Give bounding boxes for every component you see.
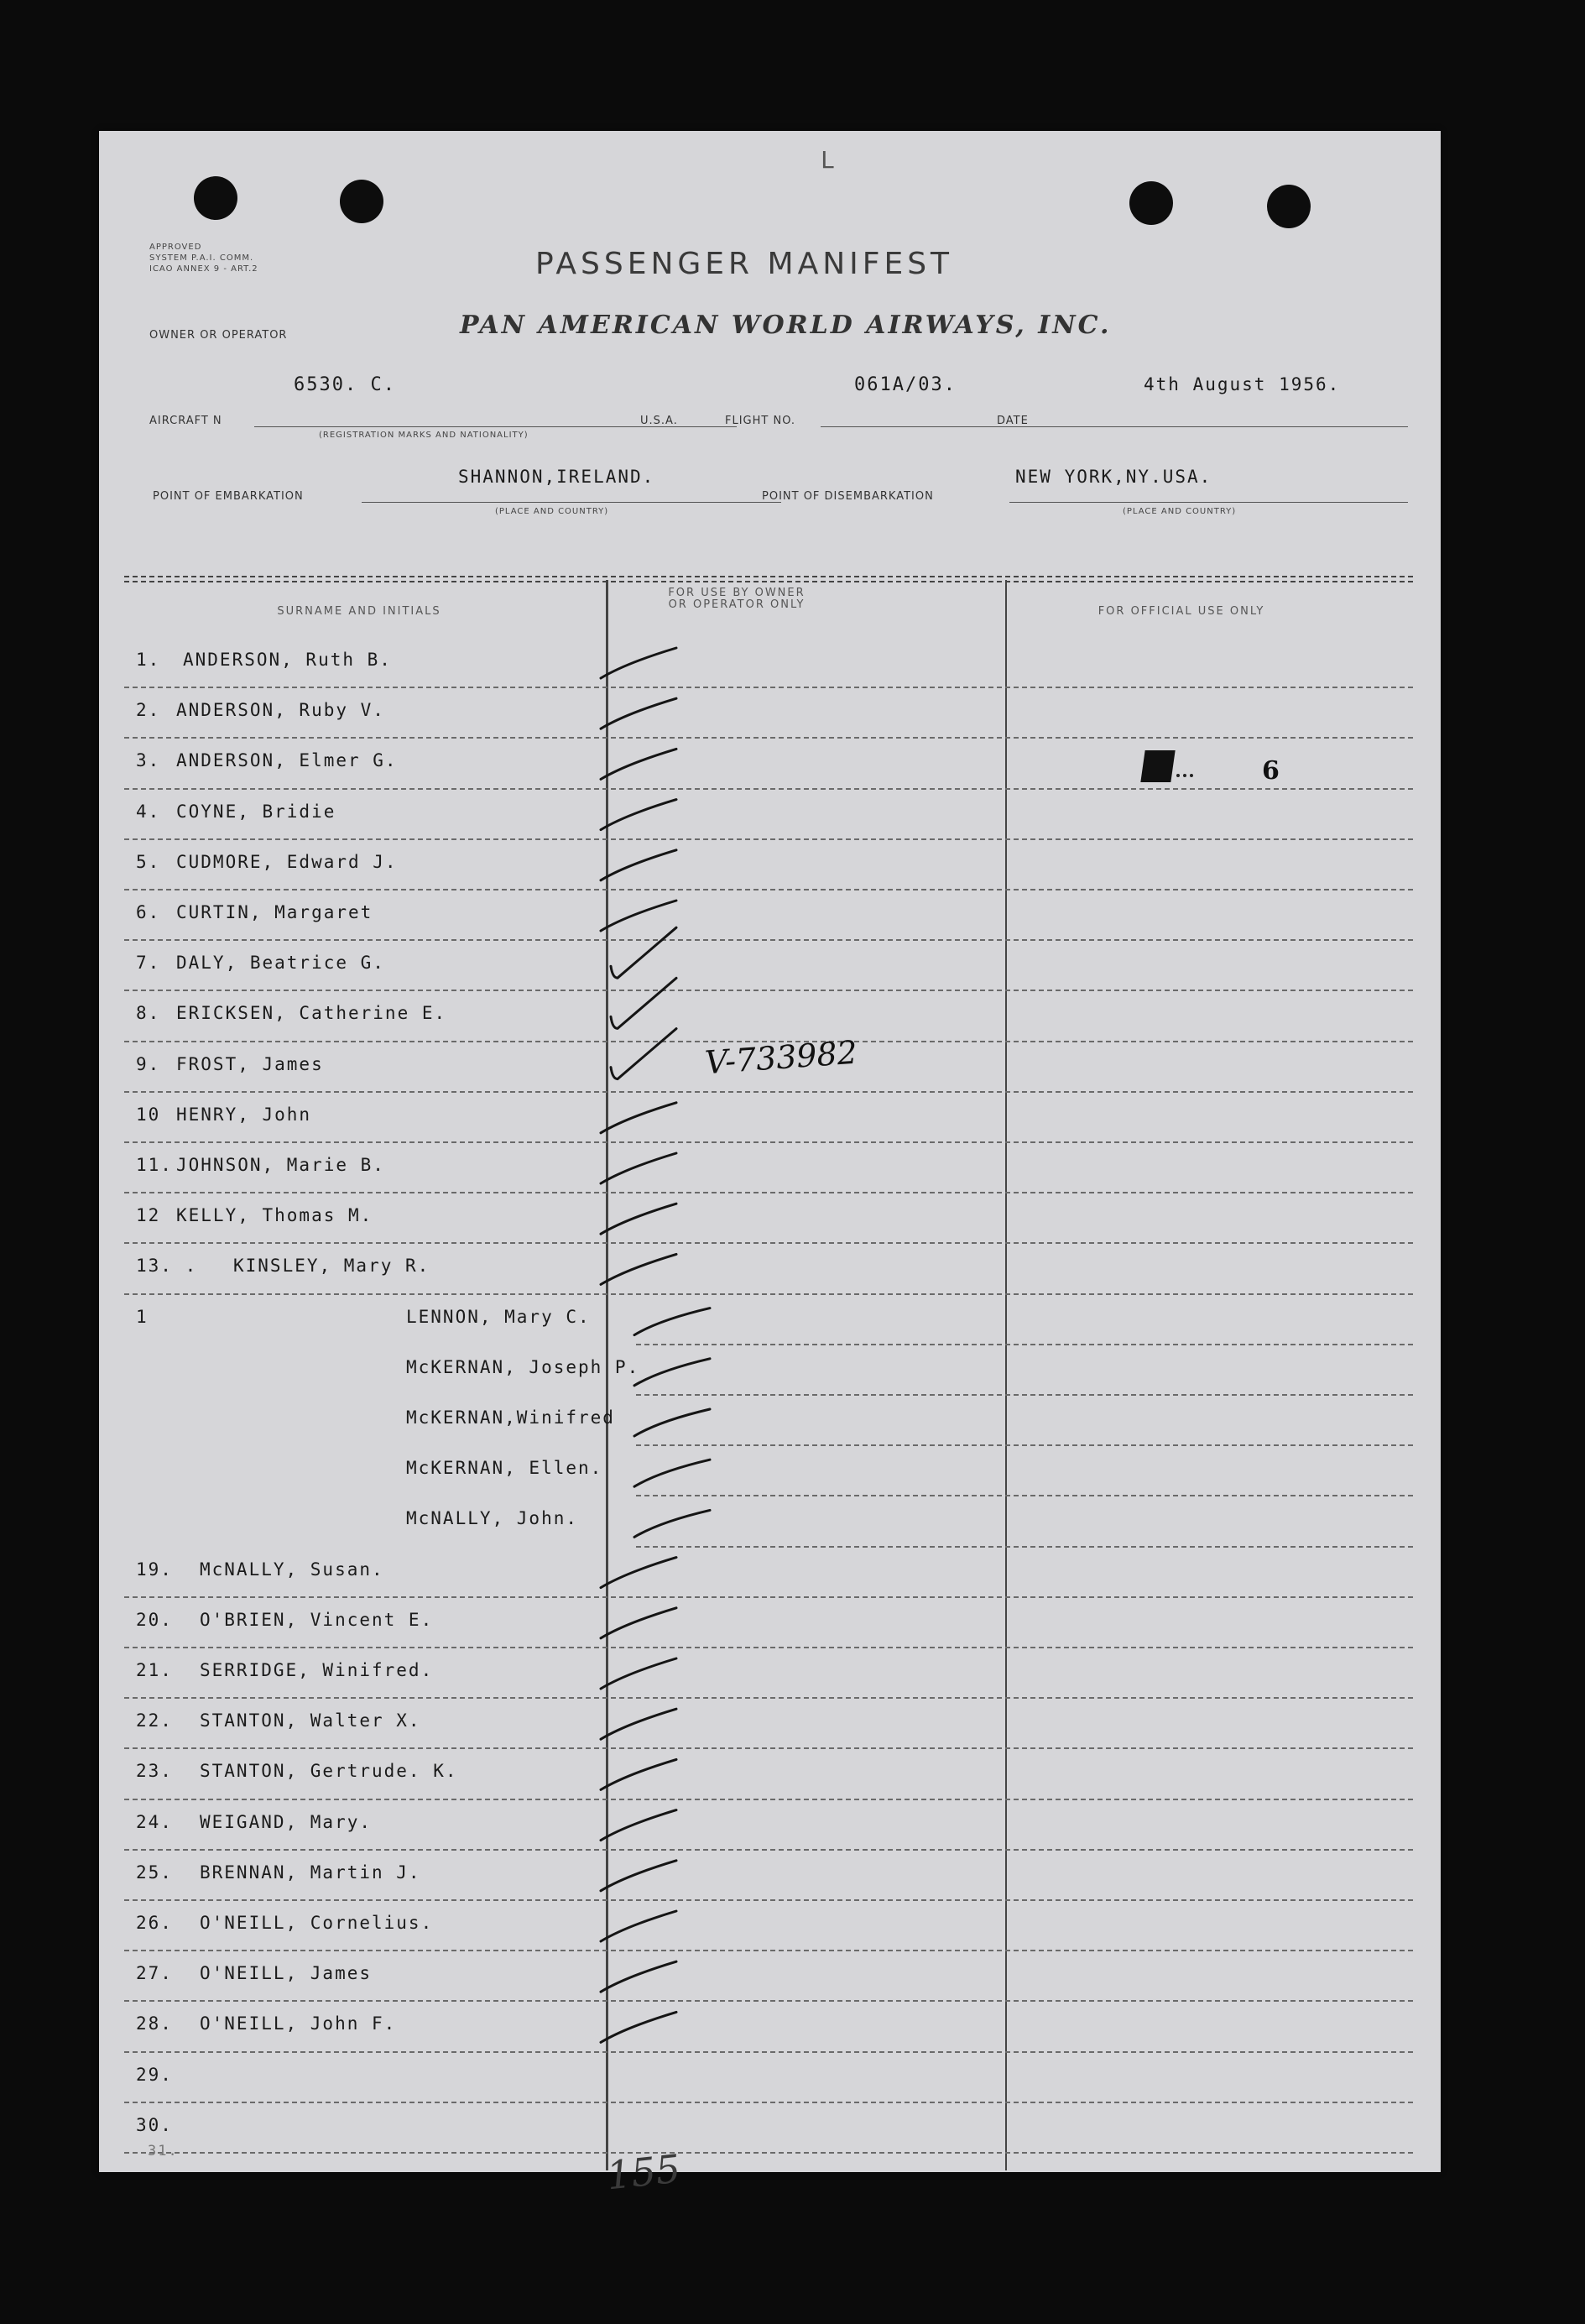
- check-mark: [601, 901, 676, 931]
- check-mark: [634, 1359, 710, 1386]
- check-mark: [601, 1861, 676, 1891]
- check-mark: [601, 1810, 676, 1841]
- flight-value: 061A/03.: [854, 374, 957, 395]
- row-number: 25.: [136, 1862, 173, 1883]
- check-mark: [601, 1911, 676, 1941]
- check-mark: [611, 1029, 676, 1079]
- col-official: FOR OFFICIAL USE ONLY: [1098, 605, 1265, 618]
- check-mark: [601, 850, 676, 880]
- row-number: 19.: [136, 1559, 173, 1580]
- row-number: 1.: [136, 650, 161, 670]
- passenger-name: JOHNSON, Marie B.: [176, 1155, 385, 1175]
- date-value: 4th August 1956.: [1144, 374, 1341, 394]
- passenger-name: ANDERSON, Elmer G.: [176, 750, 398, 771]
- row-number: 27.: [136, 1963, 173, 1984]
- check-marks: [99, 131, 1441, 2172]
- check-mark: [601, 1658, 676, 1689]
- passenger-name: BRENNAN, Martin J.: [200, 1862, 421, 1883]
- row-number: 9.: [136, 1053, 161, 1074]
- passenger-name: O'NEILL, John F.: [200, 2013, 397, 2034]
- passenger-name: O'NEILL, James: [200, 1963, 373, 1984]
- passenger-name: WEIGAND, Mary.: [200, 1811, 373, 1832]
- official-stamp-number: 6: [1262, 756, 1280, 786]
- passenger-name: O'NEILL, Cornelius.: [200, 1913, 434, 1933]
- approval-line-1: APPROVED: [149, 243, 202, 252]
- owner-label: OWNER OR OPERATOR: [149, 329, 288, 342]
- passenger-name: McKERNAN, Ellen.: [406, 1458, 603, 1479]
- row-number: 2.: [136, 700, 161, 721]
- check-mark: [634, 1308, 710, 1335]
- passenger-name: FROST, James: [176, 1053, 324, 1074]
- footer-row-number: 31.: [148, 2143, 179, 2159]
- row-number: 28.: [136, 2013, 173, 2034]
- disembark-label: POINT OF DISEMBARKATION: [762, 490, 934, 503]
- row-number: 13. .: [136, 1256, 198, 1277]
- row-number: 24.: [136, 1811, 173, 1832]
- check-mark: [601, 1558, 676, 1588]
- passenger-name: McKERNAN,Winifred: [406, 1407, 615, 1428]
- manifest-sheet: [99, 131, 1441, 2199]
- bottom-scrawl: 155: [604, 2145, 683, 2199]
- passenger-name: McKERNAN, Joseph P.: [406, 1356, 640, 1377]
- col-owner-use-1: FOR USE BY OWNER: [668, 587, 806, 599]
- check-mark: [601, 1759, 676, 1789]
- passenger-name: McNALLY, Susan.: [200, 1559, 384, 1580]
- top-mark: L: [821, 146, 835, 174]
- check-mark: [601, 1204, 676, 1234]
- passenger-name: STANTON, Gertrude. K.: [200, 1761, 458, 1782]
- col-owner-use-2: OR OPERATOR ONLY: [668, 598, 806, 611]
- passenger-name: KINSLEY, Mary R.: [233, 1256, 430, 1277]
- passenger-name: LENNON, Mary C.: [406, 1306, 591, 1327]
- check-mark: [601, 1103, 676, 1133]
- check-mark: [601, 1608, 676, 1638]
- approval-line-2: SYSTEM P.A.I. COMM.: [149, 253, 254, 263]
- row-number: 6.: [136, 902, 161, 922]
- passenger-name: DALY, Beatrice G.: [176, 953, 385, 974]
- row-number: 12: [136, 1205, 161, 1226]
- passenger-name: SERRIDGE, Winifred.: [200, 1660, 434, 1680]
- passenger-name: COYNE, Bridie: [176, 801, 336, 822]
- passenger-name: ANDERSON, Ruby V.: [176, 700, 385, 721]
- check-mark: [601, 698, 676, 729]
- airline-name: PAN AMERICAN WORLD AIRWAYS, INC.: [460, 311, 1112, 340]
- passenger-name: McNALLY, John.: [406, 1508, 579, 1529]
- row-number: 30.: [136, 2114, 173, 2135]
- aircraft-label: AIRCRAFT N: [149, 415, 222, 427]
- check-mark: [611, 978, 676, 1028]
- row-number: 20.: [136, 1609, 173, 1630]
- row-number: 8.: [136, 1003, 161, 1024]
- disembark-note: (PLACE AND COUNTRY): [1123, 507, 1237, 516]
- check-mark: [601, 800, 676, 830]
- passenger-name: ANDERSON, Ruth B.: [183, 650, 392, 670]
- passenger-name: ERICKSEN, Catherine E.: [176, 1003, 447, 1024]
- check-mark: [634, 1460, 710, 1486]
- passenger-name: CURTIN, Margaret: [176, 902, 373, 922]
- passenger-name: O'BRIEN, Vincent E.: [200, 1609, 434, 1630]
- check-mark: [601, 1254, 676, 1284]
- approval-line-3: ICAO ANNEX 9 - ART.2: [149, 264, 258, 274]
- check-mark: [634, 1409, 710, 1436]
- row-number: 26.: [136, 1913, 173, 1933]
- row-number: 22.: [136, 1710, 173, 1731]
- row-number: 5.: [136, 851, 161, 872]
- row-number: 7.: [136, 953, 161, 974]
- check-mark: [601, 1709, 676, 1739]
- usa-label: U.S.A.: [640, 415, 678, 427]
- col-surname: SURNAME AND INITIALS: [277, 605, 441, 618]
- row-number: 10: [136, 1104, 161, 1125]
- check-mark: [601, 2012, 676, 2042]
- row-number: 4.: [136, 801, 161, 822]
- row-number: 1: [136, 1306, 149, 1327]
- check-mark: [634, 1510, 710, 1537]
- embark-label: POINT OF EMBARKATION: [153, 490, 304, 503]
- passenger-name: CUDMORE, Edward J.: [176, 851, 398, 872]
- passenger-name: KELLY, Thomas M.: [176, 1205, 373, 1226]
- row-number: 11.: [136, 1155, 173, 1175]
- page-title: PASSENGER MANIFEST: [535, 247, 954, 281]
- handwritten-note: V-733982: [703, 1033, 859, 1082]
- check-mark: [601, 1153, 676, 1183]
- passenger-name: STANTON, Walter X.: [200, 1710, 421, 1731]
- row-number: 21.: [136, 1660, 173, 1680]
- row-number: 29.: [136, 2064, 173, 2085]
- registration-note: (REGISTRATION MARKS AND NATIONALITY): [319, 431, 529, 440]
- row-number: 23.: [136, 1761, 173, 1782]
- passenger-name: HENRY, John: [176, 1104, 312, 1125]
- date-label: DATE: [997, 415, 1029, 427]
- disembark-value: NEW YORK,NY.USA.: [1015, 467, 1212, 487]
- flight-label: FLIGHT NO.: [725, 415, 796, 427]
- embark-note: (PLACE AND COUNTRY): [495, 507, 609, 516]
- aircraft-value: 6530. C.: [294, 374, 396, 395]
- check-mark: [601, 1961, 676, 1992]
- check-mark: [601, 648, 676, 678]
- row-number: 3.: [136, 750, 161, 771]
- check-mark: [601, 749, 676, 779]
- embark-value: SHANNON,IRELAND.: [458, 467, 655, 487]
- check-mark: [611, 927, 676, 978]
